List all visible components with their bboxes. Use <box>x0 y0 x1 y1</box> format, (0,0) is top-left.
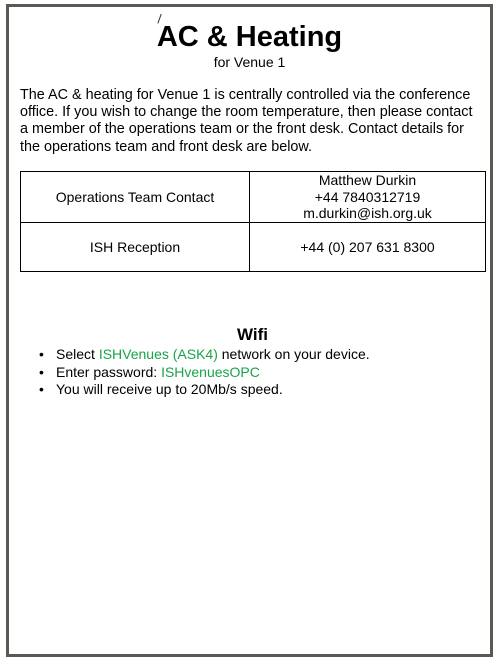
wifi-network-name: ISHVenues (ASK4) <box>98 346 218 362</box>
list-item <box>39 364 370 382</box>
page-title: AC & Heating <box>156 21 343 53</box>
list-item <box>39 381 370 399</box>
wifi-heading: Wifi <box>236 325 268 344</box>
reception-phone: +44 (0) 207 631 8300 <box>300 238 435 255</box>
intro-paragraph: The AC & heating for Venue 1 is centrally controlled via the conference office. If you wish to change the room temperature, then please contact a member of the operations team or the front desk. Contact details for the operations team and front desk are below. <box>20 87 473 155</box>
contact-label-reception: ISH Reception <box>21 222 250 271</box>
table-row <box>21 172 486 223</box>
wifi-password: ISHvenuesOPC <box>161 363 260 380</box>
bullet-icon: • <box>39 363 44 380</box>
contact-details-operations <box>250 172 486 223</box>
contacts-table <box>20 171 486 272</box>
contact-email[interactable]: m.durkin@ish.org.uk <box>303 205 432 221</box>
contact-label-operations: Operations Team Contact <box>21 172 250 223</box>
wifi-item-text: network on your device. <box>217 346 370 362</box>
list-item <box>39 346 370 364</box>
wifi-list <box>39 346 370 399</box>
bullet-icon: • <box>39 346 44 362</box>
page-frame <box>6 4 493 657</box>
contact-name: Matthew Durkin <box>318 172 417 188</box>
wifi-item-text: Select <box>56 346 99 362</box>
page-subtitle: for Venue 1 <box>213 54 286 70</box>
contact-details-reception <box>250 222 486 271</box>
wifi-item-text: You will receive up to 20Mb/s speed. <box>56 381 283 397</box>
bullet-icon: • <box>39 381 44 397</box>
contact-phone: +44 7840312719 <box>314 188 421 205</box>
wifi-item-text: Enter password: <box>56 363 162 380</box>
table-row <box>21 222 486 271</box>
